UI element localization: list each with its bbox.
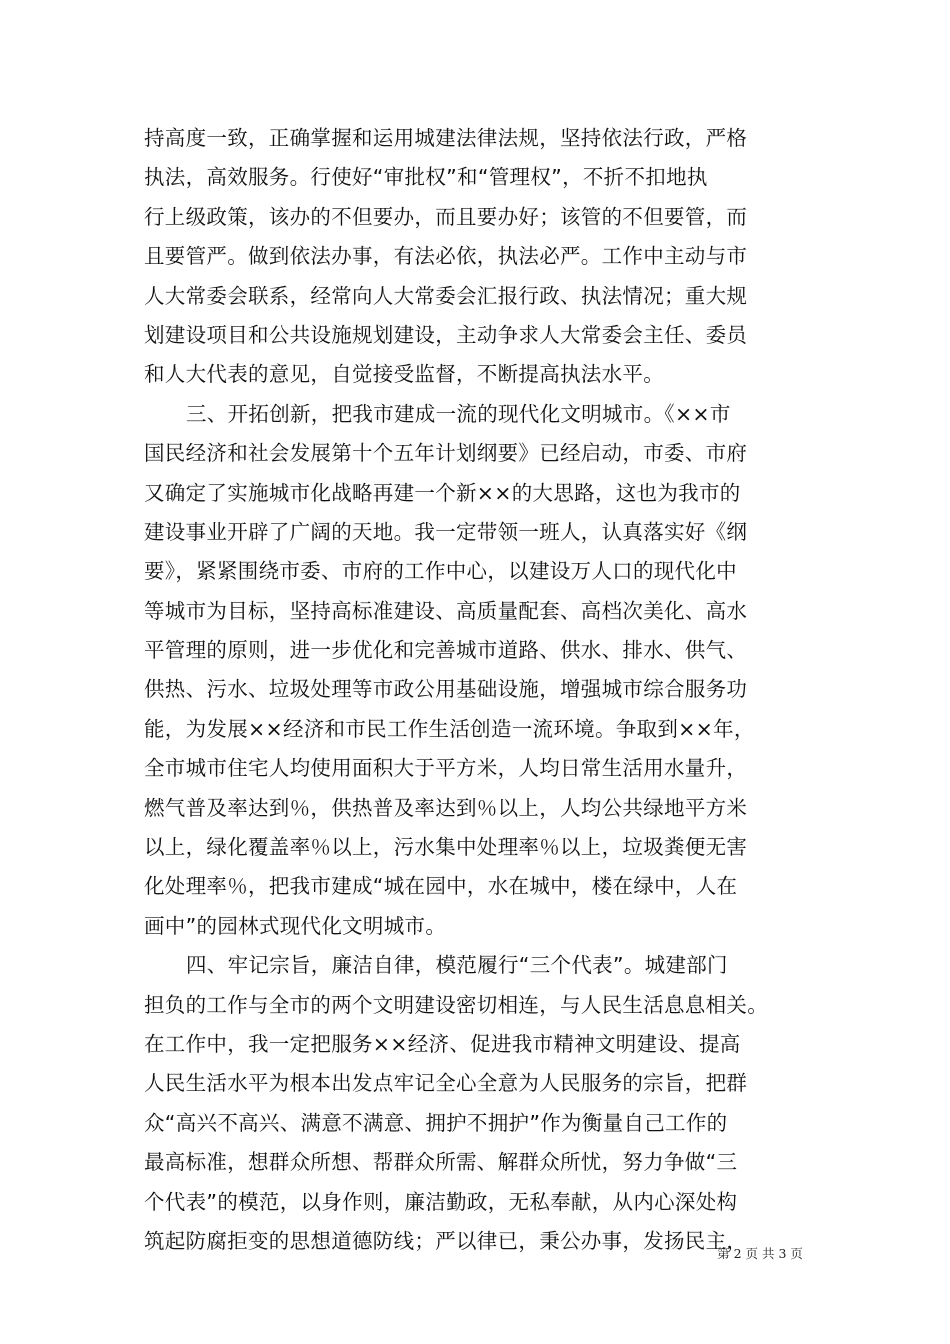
text-line: 以上，绿化覆盖率％以上，污水集中处理率％以上，垃圾粪便无害 <box>144 835 748 860</box>
text-line: 最高标准，想群众所想、帮群众所需、解群众所忧，努力争做“三 <box>144 1150 738 1175</box>
text-line: 担负的工作与全市的两个文明建设密切相连，与人民生活息息相关。 <box>144 992 768 1017</box>
text-line: 行上级政策，该办的不但要办，而且要办好；该管的不但要管，而 <box>144 204 748 229</box>
text-line: 能，为发展××经济和市民工作生活创造一流环境。争取到××年， <box>144 716 755 741</box>
text-line: 众“高兴不高兴、满意不满意、拥护不拥护”作为衡量自己工作的 <box>144 1110 728 1135</box>
text-line: 个代表”的模范，以身作则，廉洁勤政，无私奉献，从内心深处构 <box>144 1189 738 1214</box>
page-number: 第 2 页 共 3 页 <box>717 1246 803 1261</box>
text-line: 筑起防腐拒变的思想道德防线；严以律已，秉公办事，发扬民主， <box>144 1228 748 1253</box>
text-line: 平管理的原则，进一步优化和完善城市道路、供水、排水、供气、 <box>144 638 748 663</box>
text-line: 画中”的园林式现代化文明城市。 <box>144 913 447 938</box>
paragraph-start-line: 三、开拓创新，把我市建成一流的现代化文明城市。《××市 <box>186 401 731 426</box>
text-line: 要》，紧紧围绕市委、市府的工作中心，以建设万人口的现代化中 <box>144 559 737 584</box>
text-line: 全市城市住宅人均使用面积大于平方米，人均日常生活用水量升， <box>144 756 748 781</box>
document-body <box>144 119 824 1261</box>
text-line: 人民生活水平为根本出发点牢记全心全意为人民服务的宗旨，把群 <box>144 1071 748 1096</box>
text-line: 和人大代表的意见，自觉接受监督，不断提高执法水平。 <box>144 362 664 387</box>
text-line: 执法，高效服务。行使好“审批权”和“管理权”，不折不扣地执 <box>144 165 708 190</box>
text-line: 且要管严。做到依法办事，有法必依，执法必严。工作中主动与市 <box>144 244 748 269</box>
text-line: 燃气普及率达到％，供热普及率达到％以上，人均公共绿地平方米 <box>144 795 748 820</box>
text-line: 在工作中，我一定把服务××经济、促进我市精神文明建设、提高 <box>144 1031 741 1056</box>
text-line: 国民经济和社会发展第十个五年计划纲要》已经启动，市委、市府 <box>144 441 748 466</box>
text-line: 持高度一致，正确掌握和运用城建法律法规，坚持依法行政，严格 <box>144 126 748 150</box>
text-line: 化处理率％，把我市建成“城在园中，水在城中，楼在绿中，人在 <box>144 874 738 899</box>
text-line: 建设事业开辟了广阔的天地。我一定带领一班人，认真落实好《纲 <box>144 519 748 544</box>
paragraph-start-line: 四、牢记宗旨，廉洁自律，模范履行“三个代表”。城建部门 <box>186 953 728 978</box>
text-line: 等城市为目标，坚持高标准建设、高质量配套、高档次美化、高水 <box>144 598 748 623</box>
text-line: 供热、污水、垃圾处理等市政公用基础设施，增强城市综合服务功 <box>144 677 748 702</box>
text-line: 人大常委会联系，经常向人大常委会汇报行政、执法情况；重大规 <box>144 283 748 308</box>
text-line: 划建设项目和公共设施规划建设，主动争求人大常委会主任、委员 <box>144 322 748 347</box>
text-line: 又确定了实施城市化战略再建一个新××的大思路，这也为我市的 <box>144 480 741 505</box>
